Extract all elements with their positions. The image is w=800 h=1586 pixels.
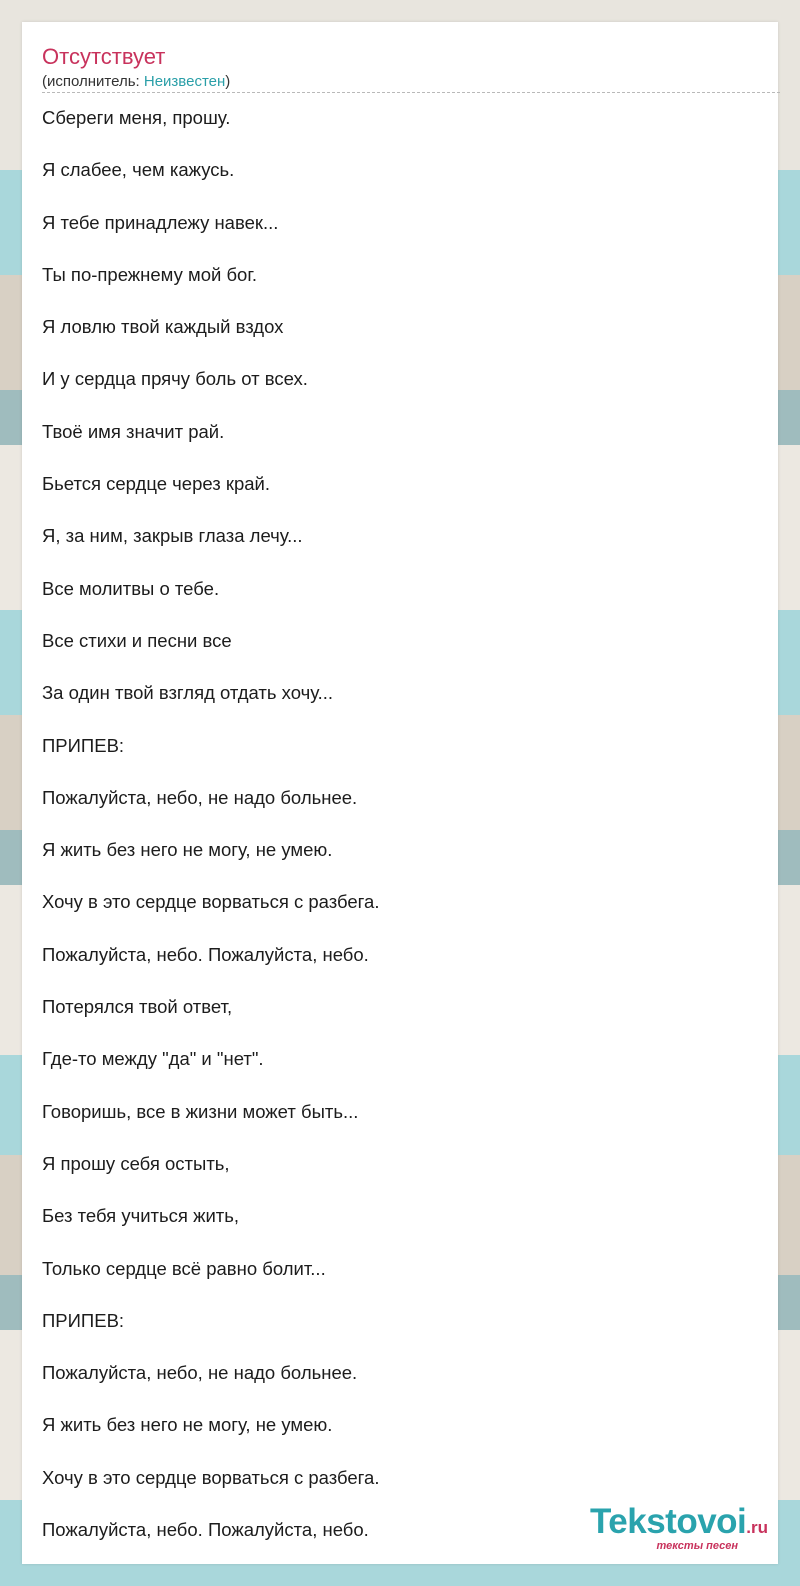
- site-logo[interactable]: [590, 1504, 768, 1552]
- logo-tagline: тексты песен: [656, 1540, 738, 1552]
- lyrics-line: Пожалуйста, небо, не надо больнее.: [42, 786, 358, 808]
- lyrics-line: Все стихи и песни все: [42, 629, 232, 651]
- lyrics-line: И у сердца прячу боль от всех.: [42, 368, 308, 390]
- title-divider: [42, 92, 780, 93]
- logo-name: Tekstovoi: [589, 1502, 747, 1541]
- lyrics-line: За один твой взгляд отдать хочу...: [42, 682, 334, 704]
- lyrics-line: Хочу в это сердце ворваться с разбега.: [42, 891, 380, 913]
- byline-prefix: (исполнитель:: [42, 73, 144, 90]
- song-title: Отсутствует: [42, 44, 166, 69]
- lyrics-line: Пожалуйста, небо. Пожалуйста, небо.: [42, 1519, 369, 1541]
- lyrics-line: Потерялся твой ответ,: [42, 996, 233, 1018]
- lyrics-line: Я прошу себя остыть,: [42, 1152, 230, 1174]
- lyrics-line: Я ловлю твой каждый вздох: [42, 316, 284, 338]
- lyrics-line: Я жить без него не могу, не умею.: [42, 839, 333, 861]
- lyrics-text: [42, 108, 742, 1572]
- lyrics-line: Все молитвы о тебе.: [42, 577, 220, 599]
- lyrics-line: Бьется сердце через край.: [42, 473, 271, 495]
- lyrics-line: Пожалуйста, небо. Пожалуйста, небо.: [42, 943, 369, 965]
- lyrics-line: Твоё имя значит рай.: [42, 420, 225, 442]
- artist-link[interactable]: Неизвестен: [143, 73, 226, 90]
- lyrics-line: Пожалуйста, небо, не надо больнее.: [42, 1362, 358, 1384]
- logo-domain: .ru: [746, 1518, 768, 1537]
- lyrics-line: Ты по-прежнему мой бог.: [42, 263, 257, 285]
- byline-suffix: ): [225, 73, 231, 90]
- lyrics-line: Где-то между "да" и "нет".: [42, 1048, 264, 1070]
- lyrics-line: Я жить без него не могу, не умею.: [42, 1414, 333, 1436]
- lyrics-line: Я слабее, чем кажусь.: [42, 159, 235, 181]
- lyrics-line: Сбереги меня, прошу.: [42, 107, 231, 128]
- lyrics-line: Хочу в это сердце ворваться с разбега.: [42, 1466, 380, 1488]
- lyrics-line: Без тебя учиться жить,: [42, 1205, 240, 1227]
- lyrics-line: Я, за ним, закрыв глаза лечу...: [42, 525, 303, 547]
- artist-byline: [42, 73, 230, 91]
- chorus-label: ПРИПЕВ:: [42, 1309, 125, 1331]
- lyrics-line: Только сердце всё равно болит...: [42, 1257, 326, 1279]
- chorus-label: ПРИПЕВ:: [42, 734, 125, 756]
- lyrics-line: Говоришь, все в жизни может быть...: [42, 1100, 359, 1122]
- lyrics-card: [22, 22, 778, 1564]
- lyrics-line: Я тебе принадлежу навек...: [42, 211, 279, 233]
